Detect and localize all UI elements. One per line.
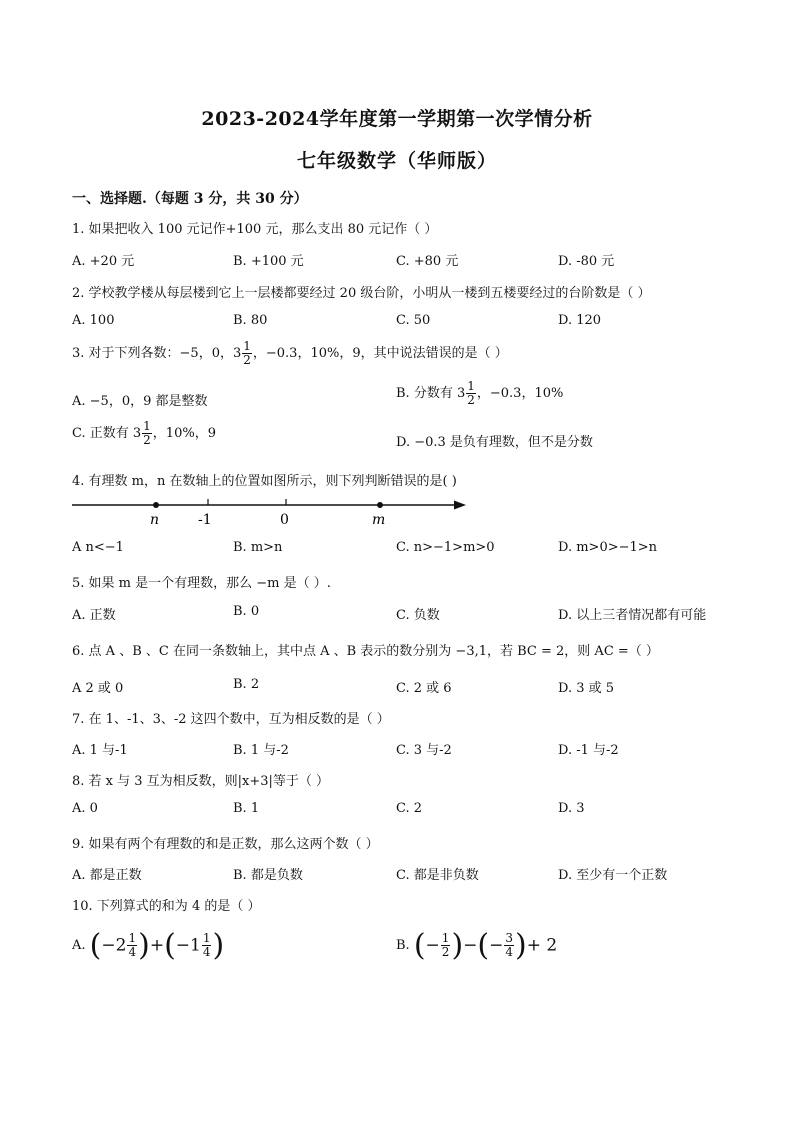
q1-option-a: A. +20 元 <box>72 254 135 269</box>
q6-option-d: D. 3 或 5 <box>558 681 615 696</box>
q7-option-a: A. 1 与-1 <box>72 743 128 758</box>
question-7: 7. 在 1、-1、3、-2 这四个数中，互为相反数的是（ ） <box>72 712 390 727</box>
fraction: $\frac{1}{2}$ <box>243 339 251 367</box>
fraction: $\frac{3}{4}$ <box>505 931 514 959</box>
q10-option-b: B. (− $\frac{1}{2}$ )−(− $\frac{3}{4}$ )+ 2 <box>396 928 558 963</box>
q2-option-d: D. 120 <box>558 313 602 328</box>
section-heading: 一、选择题.（每题 3 分，共 30 分） <box>72 191 308 207</box>
q7-option-b: B. 1 与-2 <box>233 743 289 758</box>
q6-option-b: B. 2 <box>233 677 260 692</box>
q8-option-a: A. 0 <box>72 801 98 816</box>
question-3 <box>72 340 508 367</box>
q4-option-d: D. m>0>−1>n <box>558 540 658 555</box>
question-2: 2. 学校教学楼从每层楼到它上一层楼都要经过 20 级台阶，小明从一楼到五楼要经过的台阶数是（ ） <box>72 286 651 301</box>
q7-option-d: D. -1 与-2 <box>558 743 619 758</box>
q5-option-c: C. 负数 <box>396 608 440 623</box>
fraction: $\frac{1}{4}$ <box>202 931 211 959</box>
q3-option-b: B. 分数有 3 $\frac{1}{2}$ ，−0.3，10% <box>396 379 564 407</box>
q2-option-c: C. 50 <box>396 313 431 328</box>
q9-option-c: C. 都是非负数 <box>396 868 479 883</box>
q3-option-d: D. −0.3 是负有理数，但不是分数 <box>396 435 593 450</box>
axis-arrowhead <box>454 501 466 510</box>
q6-option-c: C. 2 或 6 <box>396 681 452 696</box>
label-m: m <box>372 512 386 528</box>
q6-option-a: A 2 或 0 <box>72 681 124 696</box>
q3-stem-pre: 3. 对于下列各数：−5，0，3 <box>72 346 242 361</box>
q8-option-d: D. 3 <box>558 801 585 816</box>
q9-option-d: D. 至少有一个正数 <box>558 868 668 883</box>
question-6: 6. 点 A 、B 、C 在同一条数轴上，其中点 A 、B 表示的数分别为 −3,1，若 BC = 2，则 AC =（ ） <box>72 644 659 659</box>
question-5: 5. 如果 m 是一个有理数，那么 −m 是（ ）. <box>72 576 331 591</box>
q9-option-a: A. 都是正数 <box>72 868 142 883</box>
fraction: $\frac{1}{2}$ <box>143 419 151 447</box>
q1-option-d: D. -80 元 <box>558 254 615 269</box>
q10-option-a: A. (−2 $\frac{1}{4}$ )+(−1 $\frac{1}{4}$ ) <box>72 928 225 963</box>
q5-option-a: A. 正数 <box>72 608 116 623</box>
exam-title: 2023-2024学年度第一学期第一次学情分析 <box>201 108 593 130</box>
point-n <box>153 502 159 508</box>
label-neg1: -1 <box>198 512 212 528</box>
q7-option-c: C. 3 与-2 <box>396 743 452 758</box>
q3-option-c: C. 正数有 3 $\frac{1}{2}$ ，10%，9 <box>72 419 216 447</box>
q8-option-c: C. 2 <box>396 801 423 816</box>
q2-option-a: A. 100 <box>72 313 115 328</box>
fraction: $\frac{1}{2}$ <box>441 931 450 959</box>
q1-option-b: B. +100 元 <box>233 254 304 269</box>
q5-option-d: D. 以上三者情况都有可能 <box>558 608 707 623</box>
point-m <box>377 502 383 508</box>
question-4: 4. 有理数 m，n 在数轴上的位置如图所示，则下列判断错误的是( ) <box>72 474 457 489</box>
q8-option-b: B. 1 <box>233 801 260 816</box>
q4-option-c: C. n>−1>m>0 <box>396 540 495 555</box>
q3-option-a: A. −5，0，9 都是整数 <box>72 394 208 409</box>
q5-option-b: B. 0 <box>233 604 260 619</box>
number-line-figure <box>70 494 470 528</box>
label-zero: 0 <box>280 512 289 528</box>
fraction: $\frac{1}{4}$ <box>128 931 137 959</box>
q2-option-b: B. 80 <box>233 313 268 328</box>
fraction: $\frac{1}{2}$ <box>467 379 475 407</box>
question-8: 8. 若 x 与 3 互为相反数，则|x+3|等于（ ） <box>72 774 330 789</box>
q4-option-b: B. m>n <box>233 540 283 555</box>
q4-option-a: A n<−1 <box>72 540 124 555</box>
label-n: n <box>150 512 160 528</box>
exam-subtitle: 七年级数学（华师版） <box>296 150 497 172</box>
question-10: 10. 下列算式的和为 4 的是（ ） <box>72 899 261 914</box>
question-9: 9. 如果有两个有理数的和是正数，那么这两个数（ ） <box>72 837 379 852</box>
q1-option-c: C. +80 元 <box>396 254 459 269</box>
question-1: 1. 如果把收入 100 元记作+100 元，那么支出 80 元记作（ ） <box>72 222 438 237</box>
q9-option-b: B. 都是负数 <box>233 868 303 883</box>
q3-stem-post: ，−0.3，10%，9，其中说法错误的是（ ） <box>252 346 508 361</box>
